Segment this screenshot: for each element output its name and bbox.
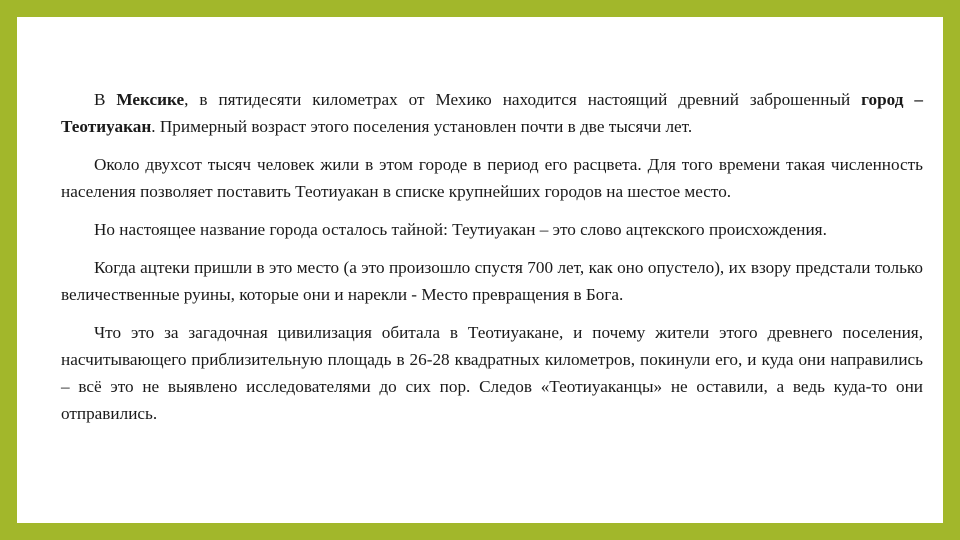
paragraph-1 <box>61 86 923 140</box>
paragraph-1-suffix: . Примерный возраст этого поселения установлен почти в две тысячи лет. <box>151 117 693 136</box>
bold-mexico: Мексике <box>116 90 185 109</box>
paragraph-5: Что это за загадочная цивилизация обитала в Теотиуакане, и почему жители этого древнего поселения, насчитывающего приблизительную площадь в 26-28 квадратных километров, покинули его, и куда они направились – всё это не выявлено исследователями до сих пор. Следов «Теотиуаканцы» не оставили, а ведь куда-то они отправились. <box>61 323 923 423</box>
bold-teotihuacan: город – Теотиуакан <box>61 90 924 136</box>
paragraph-1-middle: , в пятидесяти километрах от Мехико находится настоящий древний заброшенный <box>184 90 862 109</box>
paragraph-3: Но настоящее название города осталось тайной: Теутиуакан – это слово ацтекского происхождения. <box>94 220 827 239</box>
slide-content <box>61 86 923 438</box>
paragraph-4: Когда ацтеки пришли в это место (а это произошло спустя 700 лет, как оно опустело), их взору предстали только величественные руины, которые они и нарекли - Место превращения в Бога. <box>61 258 923 304</box>
paragraph-2: Около двухсот тысяч человек жили в этом городе в период его расцвета. Для того времени такая численность населения позволяет поставить Теотиуакан в списке крупнейших городов на шестое место. <box>61 155 923 201</box>
paragraph-1-prefix: В <box>94 90 117 109</box>
slide <box>17 17 943 523</box>
